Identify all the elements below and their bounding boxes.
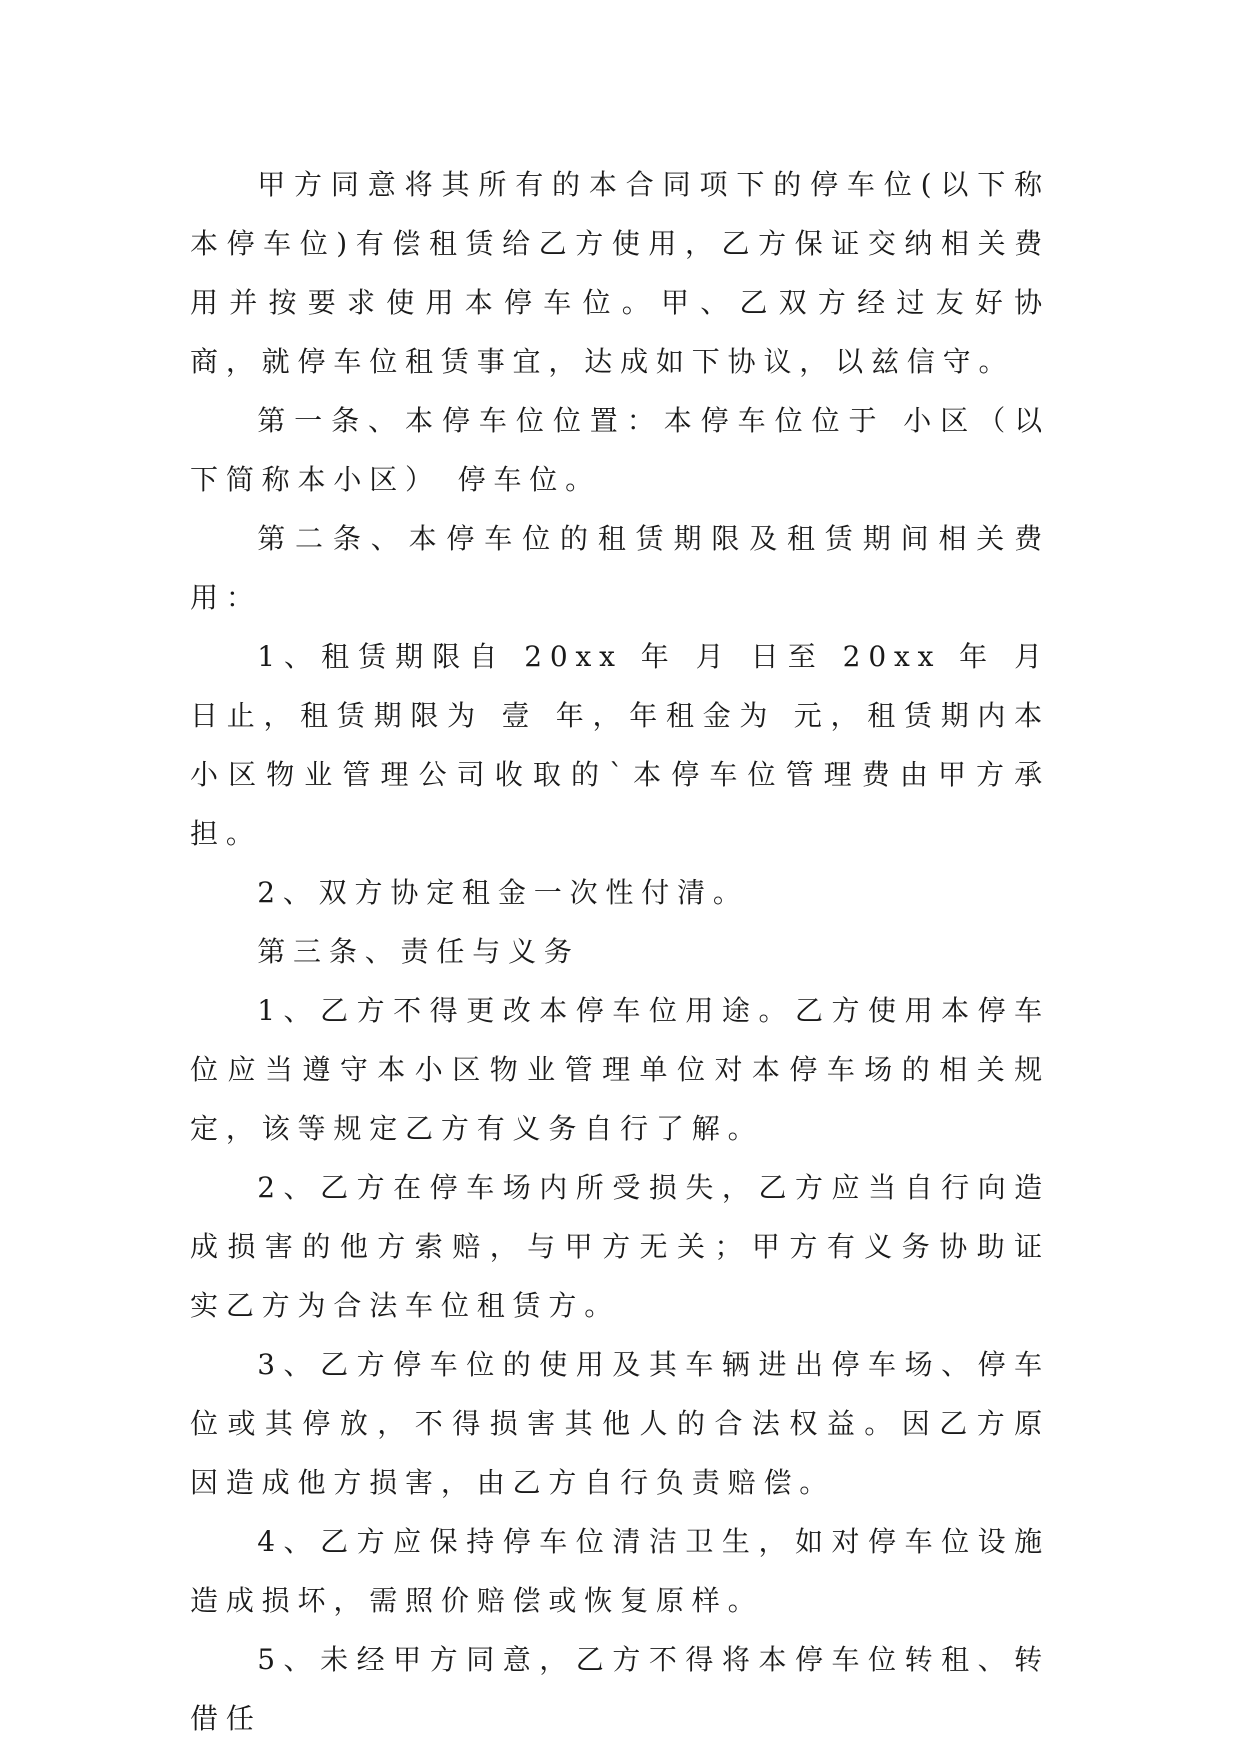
paragraph-article-2-item-2: 2、双方协定租金一次性付清。 (257, 876, 749, 909)
paragraph-article-3: 第三条、责任与义务 (257, 935, 580, 968)
paragraph-article-2-item-1: 1、租赁期限自 20xx 年 月 日至 20xx 年 月 日止，租赁期限为 壹 年，年租金为 元，租赁期内本小区物业管理公司收取的`本停车位管理费由甲方承担。 (190, 640, 1050, 850)
paragraph-article-3-item-2: 2、乙方在停车场内所受损失，乙方应当自行向造成损害的他方索赔，与甲方无关；甲方有义务协助证实乙方为合法车位租赁方。 (190, 1171, 1050, 1322)
paragraph-article-3-item-1: 1、乙方不得更改本停车位用途。乙方使用本停车位应当遵守本小区物业管理单位对本停车场的相关规定，该等规定乙方有义务自行了解。 (190, 994, 1050, 1145)
paragraph-article-3-item-5: 5、未经甲方同意，乙方不得将本停车位转租、转借任 (190, 1643, 1050, 1735)
paragraph-article-3-item-3: 3、乙方停车位的使用及其车辆进出停车场、停车位或其停放，不得损害其他人的合法权益。因乙方原因造成他方损害，由乙方自行负责赔偿。 (190, 1348, 1050, 1499)
paragraph-intro: 甲方同意将其所有的本合同项下的停车位(以下称本停车位)有偿租赁给乙方使用，乙方保证交纳相关费用并按要求使用本停车位。甲、乙双方经过友好协商，就停车位租赁事宜，达成如下协议，以兹信守。 (190, 168, 1050, 378)
paragraph-article-3-item-4: 4、乙方应保持停车位清洁卫生，如对停车位设施造成损坏，需照价赔偿或恢复原样。 (190, 1525, 1050, 1617)
contract-body (190, 155, 1050, 1748)
paragraph-article-1: 第一条、本停车位位置：本停车位位于 小区（以下简称本小区） 停车位。 (190, 404, 1050, 496)
paragraph-article-2: 第二条、本停车位的租赁期限及租赁期间相关费用： (190, 522, 1050, 614)
